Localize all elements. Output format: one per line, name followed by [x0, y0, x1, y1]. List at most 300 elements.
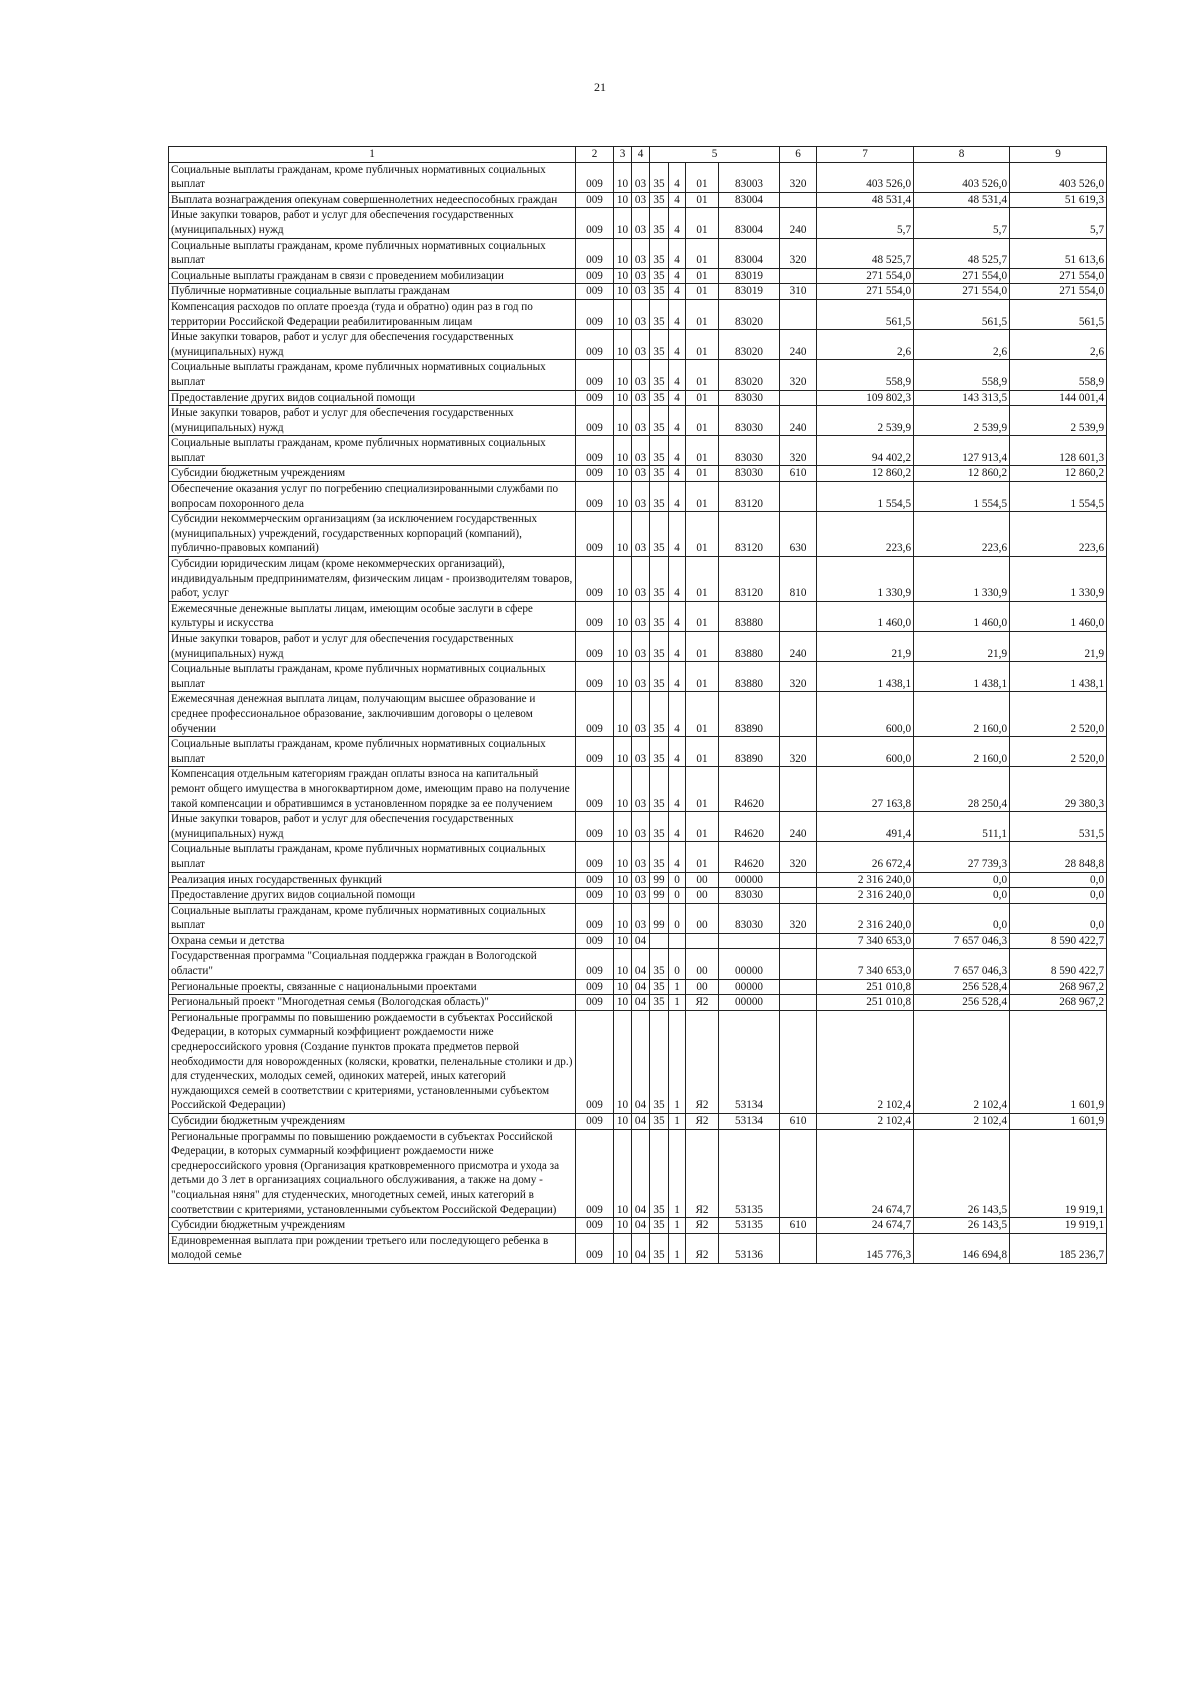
row-name: Иные закупки товаров, работ и услуг для обеспечения государственных (муниципальных) нужд — [169, 330, 576, 360]
row-name: Социальные выплаты гражданам, кроме публичных нормативных социальных выплат — [169, 162, 576, 192]
section-code: 10 — [614, 284, 632, 300]
direction-code: Я2 — [686, 1129, 719, 1218]
section-code: 10 — [614, 436, 632, 466]
amount-year-1: 600,0 — [817, 692, 914, 737]
row-name: Субсидии некоммерческим организациям (за исключением государственных (муниципальных) учреждений, государственных корпораций (компаний), публично-правовых компаний) — [169, 512, 576, 557]
section-code: 10 — [614, 1233, 632, 1263]
section-code: 10 — [614, 360, 632, 390]
amount-year-3: 21,9 — [1010, 632, 1107, 662]
expense-code: 83030 — [719, 390, 780, 406]
row-name: Субсидии бюджетным учреждениям — [169, 466, 576, 482]
expense-code: 53135 — [719, 1129, 780, 1218]
direction-code: Я2 — [686, 1114, 719, 1130]
table-row — [169, 1114, 1107, 1130]
subprogram-code: 4 — [669, 466, 686, 482]
expense-code: 53134 — [719, 1010, 780, 1113]
amount-year-2: 1 330,9 — [914, 557, 1010, 602]
subsection-code: 04 — [632, 949, 650, 979]
expense-code: 83030 — [719, 888, 780, 904]
program-code: 99 — [650, 888, 669, 904]
expense-code: 83880 — [719, 632, 780, 662]
amount-year-1: 48 531,4 — [817, 192, 914, 208]
amount-year-3: 144 001,4 — [1010, 390, 1107, 406]
amount-year-3: 2 520,0 — [1010, 737, 1107, 767]
subsection-code: 03 — [632, 812, 650, 842]
subsection-code: 03 — [632, 872, 650, 888]
section-code: 10 — [614, 192, 632, 208]
amount-year-1: 1 438,1 — [817, 662, 914, 692]
row-name: Государственная программа "Социальная поддержка граждан в Вологодской области" — [169, 949, 576, 979]
section-code: 10 — [614, 1129, 632, 1218]
subprogram-code: 4 — [669, 842, 686, 872]
admin-code: 009 — [576, 330, 614, 360]
amount-year-1: 271 554,0 — [817, 268, 914, 284]
admin-code: 009 — [576, 360, 614, 390]
program-code: 35 — [650, 406, 669, 436]
section-code: 10 — [614, 632, 632, 662]
program-code: 35 — [650, 692, 669, 737]
amount-year-1: 2 539,9 — [817, 406, 914, 436]
subprogram-code: 4 — [669, 482, 686, 512]
table-row — [169, 192, 1107, 208]
table-row — [169, 557, 1107, 602]
program-code: 99 — [650, 872, 669, 888]
subprogram-code: 1 — [669, 1129, 686, 1218]
expense-code: 83004 — [719, 208, 780, 238]
col-header-4: 4 — [632, 147, 650, 163]
section-code: 10 — [614, 872, 632, 888]
admin-code: 009 — [576, 692, 614, 737]
admin-code: 009 — [576, 842, 614, 872]
amount-year-2: 2 102,4 — [914, 1010, 1010, 1113]
direction-code: 01 — [686, 737, 719, 767]
admin-code: 009 — [576, 406, 614, 436]
direction-code: 01 — [686, 284, 719, 300]
admin-code: 009 — [576, 933, 614, 949]
program-code: 35 — [650, 1010, 669, 1113]
admin-code: 009 — [576, 767, 614, 812]
table-row — [169, 842, 1107, 872]
amount-year-3: 531,5 — [1010, 812, 1107, 842]
section-code: 10 — [614, 601, 632, 631]
amount-year-1: 21,9 — [817, 632, 914, 662]
subprogram-code: 1 — [669, 979, 686, 995]
direction-code: 01 — [686, 767, 719, 812]
section-code: 10 — [614, 512, 632, 557]
expense-code: 53136 — [719, 1233, 780, 1263]
program-code: 99 — [650, 903, 669, 933]
admin-code: 009 — [576, 632, 614, 662]
amount-year-3: 12 860,2 — [1010, 466, 1107, 482]
direction-code: 01 — [686, 557, 719, 602]
amount-year-1: 5,7 — [817, 208, 914, 238]
program-code: 35 — [650, 979, 669, 995]
section-code: 10 — [614, 949, 632, 979]
section-code: 10 — [614, 208, 632, 238]
section-code: 10 — [614, 482, 632, 512]
direction-code: 01 — [686, 436, 719, 466]
amount-year-3: 1 601,9 — [1010, 1114, 1107, 1130]
program-code: 35 — [650, 557, 669, 602]
amount-year-3: 558,9 — [1010, 360, 1107, 390]
expense-type-code — [780, 192, 817, 208]
subprogram-code: 4 — [669, 192, 686, 208]
subsection-code: 03 — [632, 466, 650, 482]
subsection-code: 03 — [632, 192, 650, 208]
amount-year-1: 561,5 — [817, 299, 914, 329]
expense-code: 83030 — [719, 466, 780, 482]
subsection-code: 04 — [632, 1010, 650, 1113]
program-code: 35 — [650, 192, 669, 208]
row-name: Обеспечение оказания услуг по погребению специализированными службами по вопросам похоронного дела — [169, 482, 576, 512]
subprogram-code: 4 — [669, 284, 686, 300]
col-header-6: 6 — [780, 147, 817, 163]
amount-year-2: 143 313,5 — [914, 390, 1010, 406]
expense-type-code — [780, 888, 817, 904]
expense-type-code — [780, 949, 817, 979]
expense-code: 83880 — [719, 601, 780, 631]
amount-year-3: 271 554,0 — [1010, 284, 1107, 300]
expense-code: 83890 — [719, 737, 780, 767]
subsection-code: 03 — [632, 482, 650, 512]
program-code: 35 — [650, 238, 669, 268]
amount-year-1: 251 010,8 — [817, 995, 914, 1011]
expense-code: 83019 — [719, 268, 780, 284]
expense-type-code: 240 — [780, 406, 817, 436]
expense-code: 83890 — [719, 692, 780, 737]
subprogram-code: 4 — [669, 406, 686, 436]
amount-year-1: 558,9 — [817, 360, 914, 390]
amount-year-2: 0,0 — [914, 888, 1010, 904]
amount-year-2: 256 528,4 — [914, 995, 1010, 1011]
direction-code — [686, 933, 719, 949]
section-code: 10 — [614, 888, 632, 904]
program-code: 35 — [650, 737, 669, 767]
amount-year-1: 27 163,8 — [817, 767, 914, 812]
expense-type-code: 320 — [780, 903, 817, 933]
row-name: Иные закупки товаров, работ и услуг для обеспечения государственных (муниципальных) нужд — [169, 632, 576, 662]
expense-code: 53134 — [719, 1114, 780, 1130]
admin-code: 009 — [576, 192, 614, 208]
program-code: 35 — [650, 162, 669, 192]
admin-code: 009 — [576, 284, 614, 300]
amount-year-2: 21,9 — [914, 632, 1010, 662]
amount-year-3: 28 848,8 — [1010, 842, 1107, 872]
amount-year-2: 2 539,9 — [914, 406, 1010, 436]
table-row — [169, 238, 1107, 268]
amount-year-2: 2,6 — [914, 330, 1010, 360]
amount-year-3: 51 619,3 — [1010, 192, 1107, 208]
admin-code: 009 — [576, 299, 614, 329]
direction-code: 00 — [686, 979, 719, 995]
expense-code: 83003 — [719, 162, 780, 192]
direction-code: 01 — [686, 299, 719, 329]
table-row — [169, 1010, 1107, 1113]
subsection-code: 03 — [632, 662, 650, 692]
direction-code: 01 — [686, 330, 719, 360]
table-row — [169, 1233, 1107, 1263]
admin-code: 009 — [576, 1233, 614, 1263]
amount-year-3: 19 919,1 — [1010, 1218, 1107, 1234]
admin-code: 009 — [576, 737, 614, 767]
expense-type-code: 320 — [780, 662, 817, 692]
program-code: 35 — [650, 208, 669, 238]
amount-year-3: 1 554,5 — [1010, 482, 1107, 512]
direction-code: 01 — [686, 390, 719, 406]
amount-year-1: 403 526,0 — [817, 162, 914, 192]
subprogram-code: 4 — [669, 632, 686, 662]
admin-code: 009 — [576, 238, 614, 268]
subsection-code: 04 — [632, 1129, 650, 1218]
subprogram-code: 4 — [669, 268, 686, 284]
col-header-7: 7 — [817, 147, 914, 163]
amount-year-1: 24 674,7 — [817, 1129, 914, 1218]
section-code: 10 — [614, 557, 632, 602]
subsection-code: 03 — [632, 390, 650, 406]
expense-code: 83004 — [719, 192, 780, 208]
table-row — [169, 662, 1107, 692]
expense-type-code: 240 — [780, 330, 817, 360]
subprogram-code: 1 — [669, 1114, 686, 1130]
table-row — [169, 949, 1107, 979]
section-code: 10 — [614, 692, 632, 737]
expense-type-code: 610 — [780, 1114, 817, 1130]
expense-type-code — [780, 933, 817, 949]
direction-code: Я2 — [686, 1233, 719, 1263]
amount-year-3: 8 590 422,7 — [1010, 949, 1107, 979]
direction-code: 00 — [686, 888, 719, 904]
amount-year-1: 7 340 653,0 — [817, 949, 914, 979]
direction-code: 01 — [686, 360, 719, 390]
row-name: Единовременная выплата при рождении третьего или последующего ребенка в молодой семье — [169, 1233, 576, 1263]
program-code: 35 — [650, 1114, 669, 1130]
admin-code: 009 — [576, 662, 614, 692]
expense-code: 00000 — [719, 949, 780, 979]
subsection-code: 03 — [632, 903, 650, 933]
amount-year-2: 511,1 — [914, 812, 1010, 842]
subsection-code: 03 — [632, 632, 650, 662]
amount-year-2: 256 528,4 — [914, 979, 1010, 995]
table-row — [169, 162, 1107, 192]
subsection-code: 04 — [632, 995, 650, 1011]
budget-table — [168, 146, 1107, 1264]
admin-code: 009 — [576, 1218, 614, 1234]
section-code: 10 — [614, 903, 632, 933]
expense-code: 00000 — [719, 872, 780, 888]
program-code: 35 — [650, 995, 669, 1011]
row-name: Социальные выплаты гражданам, кроме публичных нормативных социальных выплат — [169, 436, 576, 466]
expense-type-code: 610 — [780, 466, 817, 482]
subprogram-code — [669, 933, 686, 949]
subsection-code: 03 — [632, 238, 650, 268]
amount-year-2: 561,5 — [914, 299, 1010, 329]
amount-year-2: 48 531,4 — [914, 192, 1010, 208]
subsection-code: 03 — [632, 208, 650, 238]
amount-year-3: 403 526,0 — [1010, 162, 1107, 192]
expense-type-code — [780, 1010, 817, 1113]
row-name: Иные закупки товаров, работ и услуг для обеспечения государственных (муниципальных) нужд — [169, 208, 576, 238]
amount-year-3: 51 613,6 — [1010, 238, 1107, 268]
direction-code: 01 — [686, 162, 719, 192]
col-header-2: 2 — [576, 147, 614, 163]
amount-year-2: 146 694,8 — [914, 1233, 1010, 1263]
subsection-code: 03 — [632, 842, 650, 872]
expense-code: 83020 — [719, 299, 780, 329]
section-code: 10 — [614, 1114, 632, 1130]
header-row — [169, 147, 1107, 163]
table-row — [169, 1129, 1107, 1218]
expense-code: 83020 — [719, 360, 780, 390]
amount-year-1: 1 554,5 — [817, 482, 914, 512]
expense-type-code — [780, 692, 817, 737]
amount-year-3: 561,5 — [1010, 299, 1107, 329]
row-name: Иные закупки товаров, работ и услуг для обеспечения государственных (муниципальных) нужд — [169, 406, 576, 436]
admin-code: 009 — [576, 888, 614, 904]
admin-code: 009 — [576, 512, 614, 557]
amount-year-1: 145 776,3 — [817, 1233, 914, 1263]
amount-year-2: 27 739,3 — [914, 842, 1010, 872]
page-number: 21 — [594, 80, 606, 94]
amount-year-2: 48 525,7 — [914, 238, 1010, 268]
subsection-code: 04 — [632, 1114, 650, 1130]
amount-year-1: 1 330,9 — [817, 557, 914, 602]
expense-type-code: 240 — [780, 632, 817, 662]
amount-year-2: 28 250,4 — [914, 767, 1010, 812]
row-name: Социальные выплаты гражданам, кроме публичных нормативных социальных выплат — [169, 360, 576, 390]
table-row — [169, 933, 1107, 949]
subsection-code: 03 — [632, 557, 650, 602]
admin-code: 009 — [576, 903, 614, 933]
amount-year-2: 1 554,5 — [914, 482, 1010, 512]
admin-code: 009 — [576, 949, 614, 979]
subprogram-code: 0 — [669, 872, 686, 888]
amount-year-2: 5,7 — [914, 208, 1010, 238]
direction-code: 01 — [686, 692, 719, 737]
admin-code: 009 — [576, 466, 614, 482]
row-name: Иные закупки товаров, работ и услуг для обеспечения государственных (муниципальных) нужд — [169, 812, 576, 842]
admin-code: 009 — [576, 812, 614, 842]
program-code: 35 — [650, 812, 669, 842]
subprogram-code: 4 — [669, 436, 686, 466]
admin-code: 009 — [576, 208, 614, 238]
subsection-code: 03 — [632, 692, 650, 737]
amount-year-1: 491,4 — [817, 812, 914, 842]
subsection-code: 03 — [632, 601, 650, 631]
admin-code: 009 — [576, 390, 614, 406]
subprogram-code: 1 — [669, 1010, 686, 1113]
amount-year-1: 600,0 — [817, 737, 914, 767]
expense-type-code — [780, 482, 817, 512]
section-code: 10 — [614, 933, 632, 949]
program-code: 35 — [650, 466, 669, 482]
amount-year-2: 223,6 — [914, 512, 1010, 557]
section-code: 10 — [614, 812, 632, 842]
amount-year-2: 0,0 — [914, 872, 1010, 888]
amount-year-1: 1 460,0 — [817, 601, 914, 631]
amount-year-3: 0,0 — [1010, 888, 1107, 904]
direction-code: 01 — [686, 192, 719, 208]
amount-year-2: 271 554,0 — [914, 268, 1010, 284]
expense-type-code: 240 — [780, 208, 817, 238]
amount-year-1: 2 102,4 — [817, 1010, 914, 1113]
amount-year-1: 12 860,2 — [817, 466, 914, 482]
subprogram-code: 4 — [669, 162, 686, 192]
amount-year-3: 8 590 422,7 — [1010, 933, 1107, 949]
amount-year-3: 0,0 — [1010, 872, 1107, 888]
program-code — [650, 933, 669, 949]
amount-year-2: 1 460,0 — [914, 601, 1010, 631]
row-name: Субсидии юридическим лицам (кроме некоммерческих организаций), индивидуальным предпринимателям, физическим лицам - производителям товаров, работ, услуг — [169, 557, 576, 602]
admin-code: 009 — [576, 162, 614, 192]
table-row — [169, 888, 1107, 904]
subprogram-code: 4 — [669, 238, 686, 268]
amount-year-1: 2,6 — [817, 330, 914, 360]
row-name: Реализация иных государственных функций — [169, 872, 576, 888]
subsection-code: 04 — [632, 1218, 650, 1234]
amount-year-1: 2 316 240,0 — [817, 903, 914, 933]
subsection-code: 03 — [632, 284, 650, 300]
expense-type-code — [780, 979, 817, 995]
program-code: 35 — [650, 662, 669, 692]
subsection-code: 03 — [632, 767, 650, 812]
section-code: 10 — [614, 995, 632, 1011]
section-code: 10 — [614, 1218, 632, 1234]
table-row — [169, 406, 1107, 436]
row-name: Субсидии бюджетным учреждениям — [169, 1218, 576, 1234]
table-row — [169, 872, 1107, 888]
row-name: Социальные выплаты гражданам, кроме публичных нормативных социальных выплат — [169, 238, 576, 268]
row-name: Социальные выплаты гражданам, кроме публичных нормативных социальных выплат — [169, 737, 576, 767]
direction-code: 01 — [686, 482, 719, 512]
subsection-code: 03 — [632, 888, 650, 904]
subprogram-code: 4 — [669, 692, 686, 737]
direction-code: 01 — [686, 512, 719, 557]
amount-year-2: 2 102,4 — [914, 1114, 1010, 1130]
amount-year-3: 1 330,9 — [1010, 557, 1107, 602]
subsection-code: 03 — [632, 512, 650, 557]
direction-code: 01 — [686, 601, 719, 631]
expense-code: 83120 — [719, 557, 780, 602]
amount-year-2: 0,0 — [914, 903, 1010, 933]
program-code: 35 — [650, 1233, 669, 1263]
table-row — [169, 268, 1107, 284]
admin-code: 009 — [576, 1010, 614, 1113]
amount-year-1: 24 674,7 — [817, 1218, 914, 1234]
expense-type-code: 810 — [780, 557, 817, 602]
section-code: 10 — [614, 406, 632, 436]
program-code: 35 — [650, 390, 669, 406]
admin-code: 009 — [576, 557, 614, 602]
subprogram-code: 0 — [669, 949, 686, 979]
section-code: 10 — [614, 299, 632, 329]
program-code: 35 — [650, 1218, 669, 1234]
expense-code: 00000 — [719, 979, 780, 995]
expense-type-code: 610 — [780, 1218, 817, 1234]
program-code: 35 — [650, 1129, 669, 1218]
amount-year-2: 403 526,0 — [914, 162, 1010, 192]
direction-code: 01 — [686, 662, 719, 692]
amount-year-1: 2 102,4 — [817, 1114, 914, 1130]
subsection-code: 04 — [632, 933, 650, 949]
subsection-code: 03 — [632, 360, 650, 390]
col-header-3: 3 — [614, 147, 632, 163]
section-code: 10 — [614, 662, 632, 692]
admin-code: 009 — [576, 436, 614, 466]
expense-code: R4620 — [719, 767, 780, 812]
row-name: Выплата вознаграждения опекунам совершеннолетних недееспособных граждан — [169, 192, 576, 208]
table-row — [169, 601, 1107, 631]
amount-year-3: 5,7 — [1010, 208, 1107, 238]
